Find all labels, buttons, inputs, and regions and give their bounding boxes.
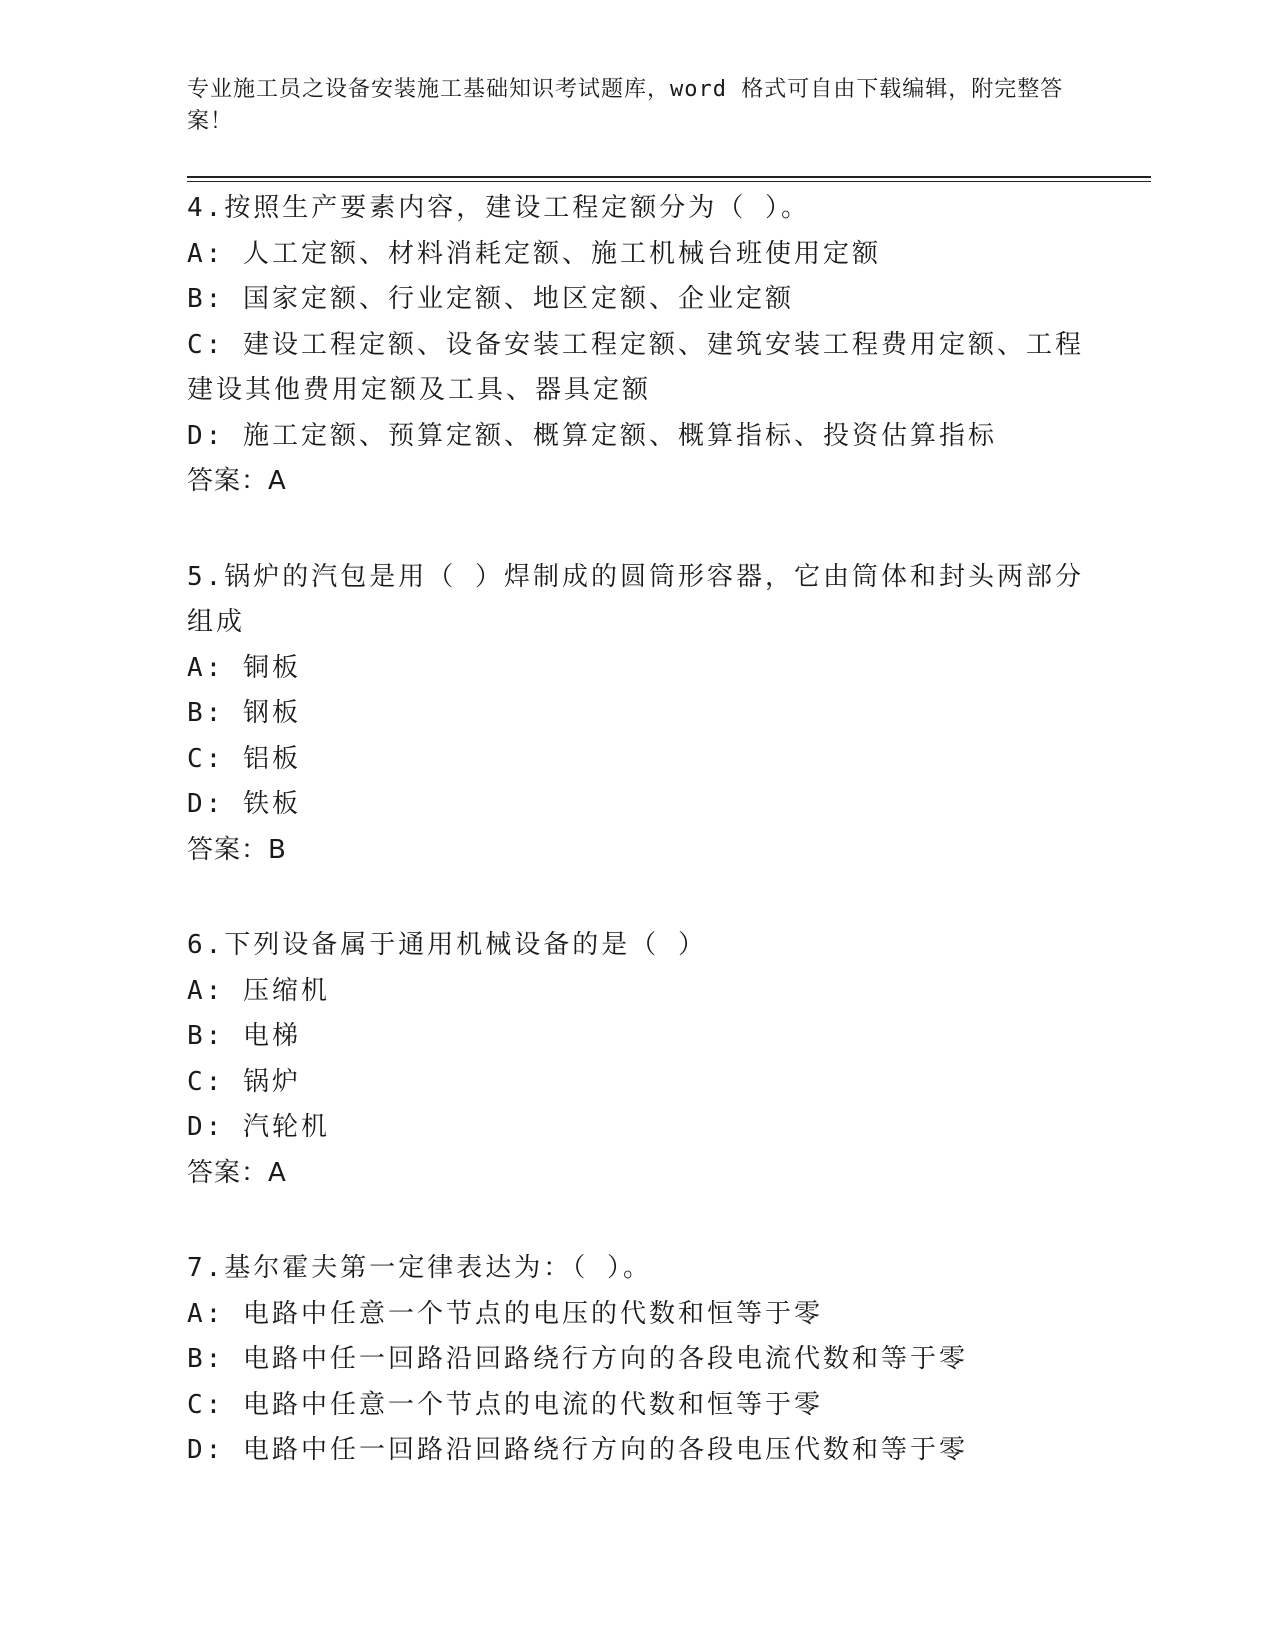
option-c: C: 建设工程定额、设备安装工程定额、建筑安装工程费用定额、工程建设其他费用定额及工具、器具定额: [187, 329, 1084, 405]
header-divider-thin: [187, 181, 1151, 182]
option-d: D: 汽轮机: [187, 1112, 330, 1142]
option-a: A: 铜板: [187, 652, 301, 683]
option-a: A: 压缩机: [187, 975, 330, 1006]
option-c: C: 电路中任意一个节点的电流的代数和恒等于零: [187, 1389, 823, 1420]
option-b: B: 电梯: [187, 1021, 301, 1051]
option-a: A: 人工定额、材料消耗定额、施工机械台班使用定额: [187, 238, 881, 269]
header-divider-thick: [187, 176, 1151, 178]
option-b: B: 电路中任一回路沿回路绕行方向的各段电流代数和等于零: [187, 1344, 968, 1374]
question-list: [187, 186, 1087, 1524]
question-stem: 5.锅炉的汽包是用（ ）焊制成的圆筒形容器，它由筒体和封头两部分组成: [187, 561, 1084, 637]
option-c: C: 锅炉: [187, 1066, 301, 1097]
option-b: B: 国家定额、行业定额、地区定额、企业定额: [187, 284, 794, 314]
question-5: [187, 555, 1087, 874]
option-d: D: 施工定额、预算定额、概算定额、概算指标、投资估算指标: [187, 420, 997, 451]
header-note: 专业施工员之设备安装施工基础知识考试题库，word 格式可自由下载编辑，附完整答案！: [187, 77, 1064, 134]
question-stem: 6.下列设备属于通用机械设备的是（ ）: [187, 930, 707, 960]
question-stem: 7.基尔霍夫第一定律表达为：（ ）。: [187, 1253, 652, 1283]
answer-label: 答案：A: [187, 466, 287, 496]
option-b: B: 钢板: [187, 698, 301, 728]
answer-label: 答案：A: [187, 1157, 287, 1188]
option-d: D: 电路中任一回路沿回路绕行方向的各段电压代数和等于零: [187, 1435, 968, 1465]
option-d: D: 铁板: [187, 789, 301, 819]
option-a: A: 电路中任意一个节点的电压的代数和恒等于零: [187, 1298, 823, 1329]
question-6: [187, 923, 1087, 1196]
question-4: [187, 186, 1087, 505]
question-stem: 4.按照生产要素内容，建设工程定额分为（ ）。: [187, 193, 810, 223]
option-c: C: 铝板: [187, 743, 301, 774]
question-7: [187, 1246, 1087, 1474]
answer-label: 答案：B: [187, 834, 287, 865]
